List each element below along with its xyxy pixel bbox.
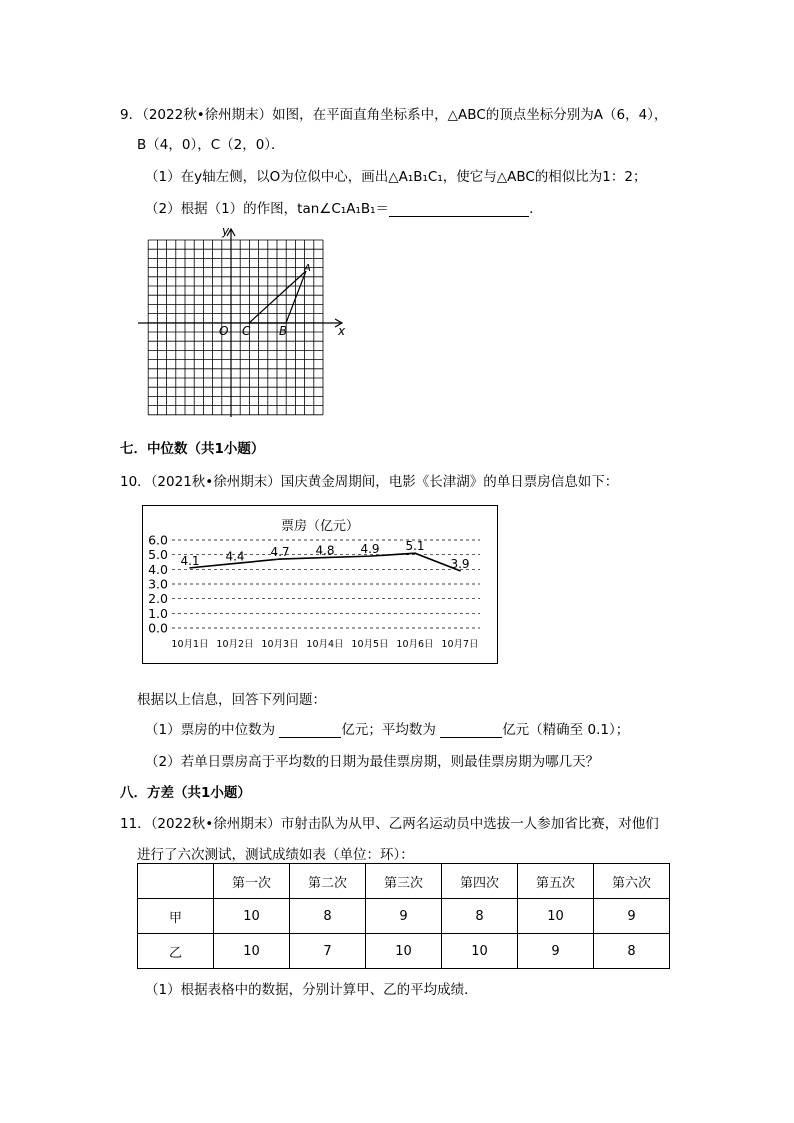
q10-sub2: （2）若单日票房高于平均数的日期为最佳票房期，则最佳票房期为哪几天？ [145, 754, 600, 770]
q10-source: （2021秋•徐州期末） [150, 474, 281, 490]
y-tick-label: 0.0 [148, 620, 168, 636]
table-cell: 8 [290, 899, 366, 934]
table-cell: 甲 [138, 899, 214, 934]
mean-answer-blank[interactable] [440, 723, 502, 738]
q11-sub1: （1）根据表格中的数据，分别计算甲、乙的平均成绩． [145, 982, 478, 998]
table-header-cell: 第五次 [518, 864, 594, 899]
y-tick-label: 6.0 [148, 532, 168, 548]
table-cell: 10 [366, 934, 442, 969]
y-tick-label: 2.0 [148, 591, 168, 607]
y-tick-label: 4.0 [148, 561, 168, 577]
x-tick-label: 10月4日 [306, 639, 344, 650]
q10-stem [120, 470, 618, 490]
table-cell: 8 [442, 899, 518, 934]
section-7-heading: 七．中位数（共1小题） [120, 441, 265, 457]
q9-sub2-suffix: ． [529, 201, 543, 217]
q10-prompt: 根据以上信息，回答下列问题： [137, 692, 326, 708]
x-tick-label: 10月6日 [396, 639, 434, 650]
table-cell: 7 [290, 934, 366, 969]
table-header-cell: 第六次 [594, 864, 670, 899]
table-cell: 9 [518, 934, 594, 969]
triangle-abc [249, 271, 306, 323]
chart-title: 票房（亿元） [280, 519, 360, 534]
table-row [138, 934, 670, 969]
table-cell: 8 [594, 934, 670, 969]
q9-stem-text: 如图，在平面直角坐标系中，△ABC的顶点坐标分别为A（6，4）， [272, 107, 668, 123]
box-office-line-chart [142, 505, 498, 665]
q9-sub2-prefix: （2）根据（1）的作图，tan∠C₁A₁B₁＝ [145, 201, 390, 217]
data-label: 4.1 [180, 553, 200, 568]
table-cell: 10 [214, 899, 290, 934]
q11-stem-text: 市射击队为从甲、乙两名运动员中选拔一人参加省比赛，对他们 [280, 816, 659, 832]
data-label: 4.9 [360, 542, 380, 557]
table-cell: 9 [594, 899, 670, 934]
table-header-cell: 第三次 [366, 864, 442, 899]
data-label: 4.4 [225, 549, 245, 564]
q9-stem [120, 103, 667, 123]
table-cell: 10 [442, 934, 518, 969]
median-answer-blank[interactable] [279, 723, 341, 738]
table-header-cell: 第二次 [290, 864, 366, 899]
data-label: 4.7 [270, 545, 290, 560]
section-8-heading: 八．方差（共1小题） [120, 785, 251, 801]
q10-stem-text: 国庆黄金周期间，电影《长津湖》的单日票房信息如下： [280, 474, 619, 490]
y-tick-label: 1.0 [148, 605, 168, 621]
q9-sub2 [145, 197, 543, 217]
q9-sub1: （1）在y轴左侧，以O为位似中心，画出△A₁B₁C₁，使它与△ABC的相似比为1：2； [145, 169, 647, 185]
table-row [138, 899, 670, 934]
q9-coordinates: B（4，0），C（2，0）． [137, 137, 285, 153]
table-header-cell: 第四次 [442, 864, 518, 899]
table-cell: 10 [214, 934, 290, 969]
q9-number: 9． [120, 107, 143, 123]
point-b-label: B [279, 324, 288, 338]
x-tick-label: 10月2日 [216, 639, 254, 650]
data-label: 4.8 [315, 543, 335, 558]
table-header-cell: 第一次 [214, 864, 290, 899]
y-tick-label: 3.0 [148, 576, 168, 592]
q11-stem [120, 812, 659, 832]
table-cell: 乙 [138, 934, 214, 969]
q10-sub1-c: 亿元（精确至 0.1）； [502, 722, 630, 738]
x-axis-label: x [338, 324, 346, 338]
q11-source: （2022秋•徐州期末） [150, 816, 281, 832]
coordinate-grid-figure [130, 225, 355, 420]
q10-number: 10． [120, 474, 151, 490]
data-label: 5.1 [405, 539, 425, 554]
q10-sub1 [145, 718, 629, 738]
y-axis-label: y [222, 225, 230, 238]
table-cell: 10 [518, 899, 594, 934]
table-cell: 9 [366, 899, 442, 934]
score-table [137, 863, 670, 969]
point-c-label: C [242, 324, 251, 338]
y-tick-label: 5.0 [148, 547, 168, 563]
q10-sub1-a: （1）票房的中位数为 [145, 722, 276, 738]
table-header-row [138, 864, 670, 899]
data-label: 3.9 [450, 556, 470, 571]
q11-number: 11． [120, 816, 151, 832]
x-tick-label: 10月5日 [351, 639, 389, 650]
q9-source: （2022秋•徐州期末） [142, 107, 273, 123]
table-header-cell [138, 864, 214, 899]
x-tick-label: 10月1日 [171, 639, 209, 650]
answer-blank[interactable] [389, 202, 529, 217]
x-tick-label: 10月3日 [261, 639, 299, 650]
point-a-label: A [304, 263, 311, 274]
q10-sub1-b: 亿元；平均数为 [341, 722, 436, 738]
x-tick-label: 10月7日 [441, 639, 479, 650]
origin-label: O [219, 324, 229, 338]
q11-stem-line2: 进行了六次测试，测试成绩如表（单位：环）： [137, 847, 414, 863]
